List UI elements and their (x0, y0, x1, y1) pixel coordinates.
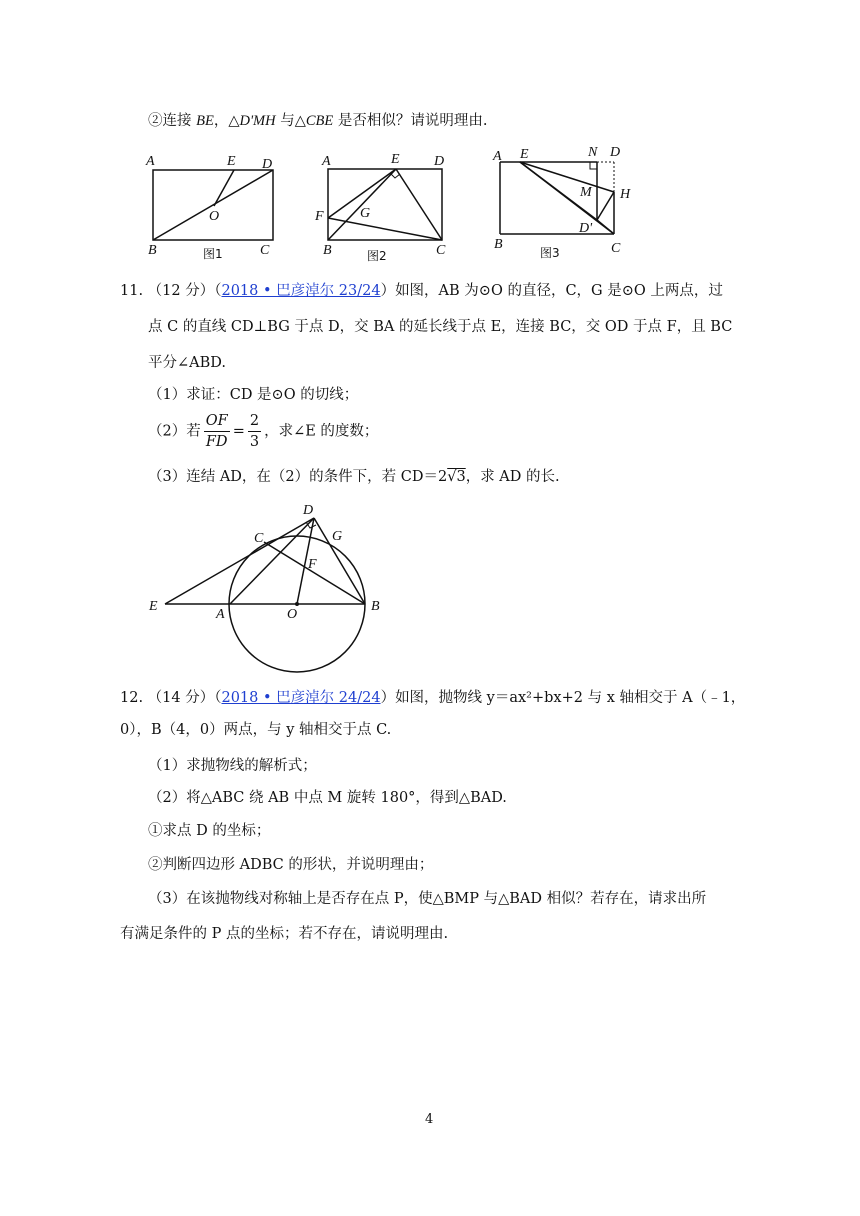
svg-text:图2: 图2 (367, 249, 387, 263)
svg-text:O: O (209, 209, 220, 224)
q11-part1: （1）求证：CD 是⊙O 的切线； (148, 387, 359, 403)
svg-text:A: A (146, 154, 155, 169)
svg-text:C: C (436, 243, 446, 258)
svg-text:图1: 图1 (203, 247, 223, 261)
q11-part3: （3）连结 AD，在（2）的条件下，若 CD＝2√3，求 AD 的长. (148, 469, 560, 485)
svg-text:C: C (254, 531, 264, 546)
svg-text:B: B (323, 243, 332, 258)
q10-part2-text: ②连接 BE，△D'MH 与△CBE 是否相似？请说明理由. (148, 113, 488, 129)
svg-text:E: E (520, 147, 529, 162)
q12-part1: （1）求抛物线的解析式； (148, 758, 317, 774)
svg-text:A: A (493, 149, 502, 164)
figure-3 (492, 145, 631, 260)
page-number: 4 (425, 1112, 434, 1127)
svg-text:A: A (322, 154, 331, 169)
q11-line2: 点 C 的直线 CD⊥BG 于点 D，交 BA 的延长线于点 E，连接 BC，交 OD 于点 F，且 BC (148, 319, 733, 335)
q12-part3a: （3）在该抛物线对称轴上是否存在点 P，使△BMP 与△BAD 相似？若存在，请求出所 (148, 891, 707, 907)
fraction-two-thirds: $\frac{2}{3}$ (249, 413, 260, 450)
svg-text:图3: 图3 (540, 246, 560, 260)
q12-line1: 12. （14 分）（2018 • 巴彦淖尔 24/24）如图，抛物线 y＝ax²+bx+2 与 x 轴相交于 A（﹣1， (120, 690, 746, 706)
svg-text:D: D (262, 157, 273, 172)
svg-text:C: C (260, 243, 270, 258)
svg-text:G: G (360, 206, 371, 221)
figure-row-top (0, 140, 860, 270)
svg-text:N: N (588, 145, 598, 160)
svg-text:E: E (149, 599, 158, 614)
svg-text:G: G (332, 529, 343, 544)
figure-circle (0, 498, 860, 678)
q12-part2a: ①求点 D 的坐标； (148, 823, 271, 839)
svg-text:B: B (148, 243, 157, 258)
q12-part3b: 有满足条件的 P 点的坐标；若不存在，请说明理由. (120, 926, 449, 942)
svg-text:D': D' (579, 221, 593, 236)
svg-text:D: D (303, 503, 314, 518)
svg-text:B: B (494, 237, 503, 252)
svg-text:E: E (391, 152, 400, 167)
q11-line3: 平分∠ABD. (148, 355, 226, 371)
svg-text:O: O (287, 607, 298, 622)
svg-text:D: D (434, 154, 445, 169)
q11-line1: 11. （12 分）（2018 • 巴彦淖尔 23/24）如图，AB 为⊙O 的直径，C，G 是⊙O 上两点，过 (120, 283, 723, 299)
figure-2 (314, 152, 446, 263)
q12-part2b: ②判断四边形 ADBC 的形状，并说明理由； (148, 857, 434, 873)
svg-text:C: C (611, 241, 621, 256)
svg-text:B: B (371, 599, 380, 614)
q12-source-link[interactable]: 2018 • 巴彦淖尔 24/24 (221, 690, 381, 706)
svg-text:F: F (308, 557, 317, 572)
svg-text:D: D (610, 145, 621, 160)
q11-source-link[interactable]: 2018 • 巴彦淖尔 23/24 (221, 283, 381, 299)
svg-text:H: H (620, 187, 631, 202)
q12-part2: （2）将△ABC 绕 AB 中点 M 旋转 180°，得到△BAD. (148, 790, 507, 806)
q11-part2: （2）若 $\frac{OF}{FD}$ = $\frac{2}{3}$ ，求∠E 的度数； (148, 413, 379, 450)
sqrt-3: √3 (447, 469, 466, 485)
svg-text:A: A (216, 607, 225, 622)
svg-text:F: F (315, 209, 324, 224)
q12-line2: 0），B（4，0）两点，与 y 轴相交于点 C. (120, 722, 392, 738)
figure-1 (145, 154, 273, 261)
svg-text:M: M (580, 185, 592, 200)
fraction-of-fd: $\frac{OF}{FD}$ (205, 413, 228, 450)
svg-text:E: E (227, 154, 236, 169)
